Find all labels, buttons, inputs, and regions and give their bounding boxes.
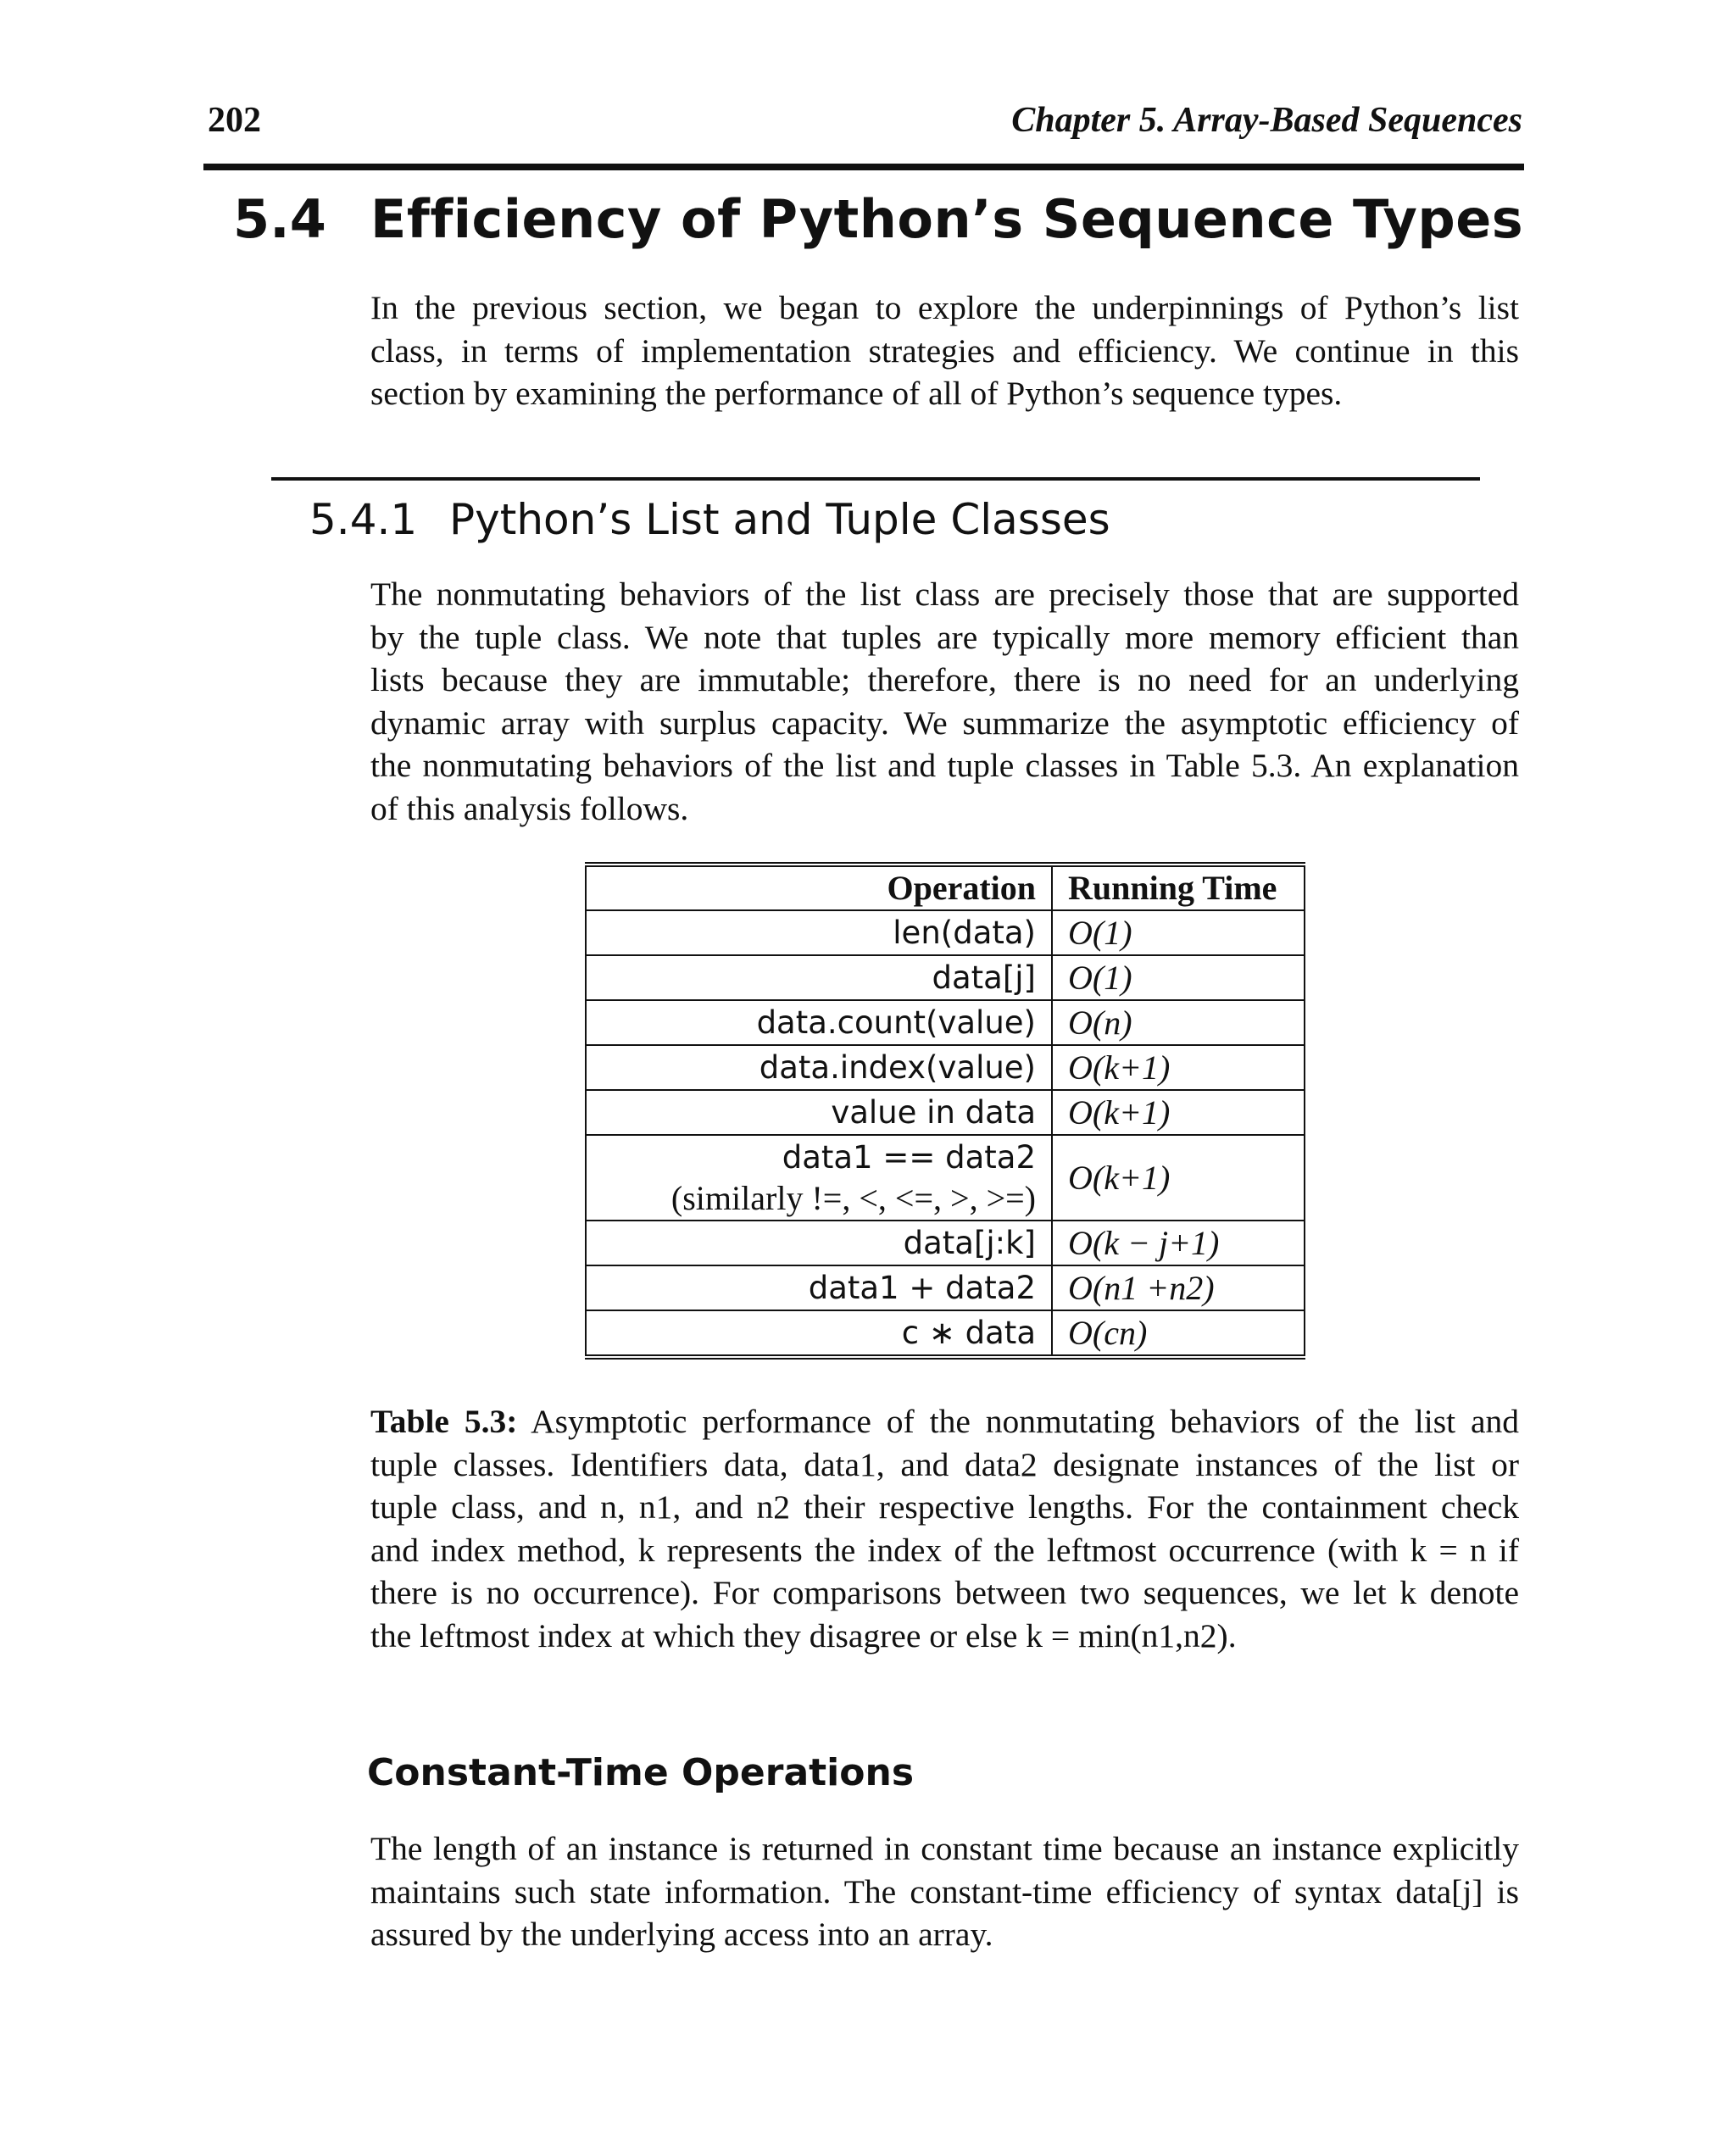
- table-row: [586, 1045, 1305, 1090]
- running-time-cell: O(cn): [1068, 1313, 1148, 1352]
- caption-label: Table 5.3:: [370, 1403, 518, 1440]
- header-running-time: Running Time: [1052, 865, 1305, 910]
- intro-paragraph: [370, 286, 1519, 415]
- subsection-title: Python’s List and Tuple Classes: [449, 495, 1110, 544]
- caption-line: tuple class, and n, n1, and n2 their respective lengths. For the containment check: [370, 1488, 1519, 1526]
- intro-line: In the previous section, we began to explore the underpinnings of Python’s list: [370, 289, 1519, 326]
- constant-time-heading: Constant-Time Operations: [367, 1751, 915, 1794]
- subsection-rule: [271, 477, 1480, 481]
- list-paragraph: [370, 573, 1519, 830]
- operation-cell: data.index(value): [759, 1049, 1036, 1086]
- intro-line: class, in terms of implementation strategies and efficiency. We continue in this: [370, 331, 1519, 370]
- intro-line: section by examining the performance of all of Python’s sequence types.: [370, 375, 1343, 412]
- table-row: [586, 1135, 1305, 1221]
- caption-line: and index method, k represents the index of the leftmost occurrence (with k = n if: [370, 1531, 1519, 1569]
- operation-cell: value in data: [831, 1094, 1036, 1131]
- running-time-cell: O(1): [1068, 958, 1132, 997]
- operation-cell: data.count(value): [756, 1004, 1036, 1041]
- operation-cell: data[j:k]: [903, 1225, 1036, 1261]
- page-number: 202: [208, 101, 261, 140]
- running-head: Chapter 5. Array-Based Sequences: [1011, 101, 1522, 140]
- subsection-number: 5.4.1: [309, 495, 418, 544]
- list-line: the nonmutating behaviors of the list and tuple classes in Table 5.3. An explanation: [370, 747, 1519, 784]
- caption-line: tuple classes. Identifiers data, data1, and data2 designate instances of the list or: [370, 1445, 1519, 1483]
- constant-time-paragraph: [370, 1827, 1519, 1956]
- running-time-cell: O(k+1): [1068, 1048, 1171, 1087]
- operation-cell: data1 + data2: [808, 1270, 1036, 1306]
- operation-cell: c ∗ data: [901, 1315, 1036, 1351]
- constant-line: The length of an instance is returned in constant time because an instance explicitly: [370, 1830, 1519, 1867]
- header-operation: Operation: [586, 865, 1052, 910]
- section-title: Efficiency of Python’s Sequence Types: [370, 188, 1524, 250]
- constant-line: assured by the underlying access into an array.: [370, 1916, 993, 1953]
- caption-text: Asymptotic performance of the nonmutating behaviors of the list and: [531, 1403, 1519, 1440]
- table-row: [586, 1265, 1305, 1310]
- list-line: lists because they are immutable; therefore, there is no need for an underlying: [370, 661, 1519, 698]
- table-row: [586, 955, 1305, 1000]
- list-line: of this analysis follows.: [370, 789, 689, 827]
- running-time-cell: O(k − j+1): [1068, 1223, 1220, 1262]
- list-line: by the tuple class. We note that tuples are typically more memory efficient than: [370, 618, 1519, 656]
- running-time-cell: O(n): [1068, 1003, 1132, 1042]
- operation-cell: data1 == data2: [782, 1139, 1036, 1176]
- table-row: [586, 910, 1305, 955]
- list-line: dynamic array with surplus capacity. We summarize the asymptotic efficiency of: [370, 703, 1519, 742]
- section-number: 5.4: [233, 188, 326, 250]
- operation-cell: data[j]: [932, 959, 1036, 996]
- table-caption: [370, 1400, 1519, 1657]
- header-rule: [203, 164, 1524, 170]
- running-time-cell: O(n1 +n2): [1068, 1268, 1215, 1307]
- table-row: [586, 1310, 1305, 1357]
- caption-line: [370, 1400, 1519, 1443]
- operations-table: [585, 862, 1305, 1360]
- table-header-row: [586, 865, 1305, 910]
- constant-line: maintains such state information. The constant-time efficiency of syntax data[j] is: [370, 1872, 1519, 1910]
- caption-line: the leftmost index at which they disagree or else k = min(n1,n2).: [370, 1616, 1237, 1654]
- running-time-cell: O(k+1): [1068, 1158, 1171, 1197]
- operation-cell: len(data): [893, 915, 1036, 951]
- table-row: [586, 1221, 1305, 1265]
- table-row: [586, 1000, 1305, 1045]
- running-time-cell: O(1): [1068, 913, 1132, 952]
- caption-line: there is no occurrence). For comparisons between two sequences, we let k denote: [370, 1574, 1519, 1611]
- operation-note: (similarly !=, <, <=, >, >=): [670, 1179, 1036, 1217]
- running-time-cell: O(k+1): [1068, 1093, 1171, 1132]
- list-line: The nonmutating behaviors of the list class are precisely those that are supported: [370, 576, 1519, 613]
- table-row: [586, 1090, 1305, 1135]
